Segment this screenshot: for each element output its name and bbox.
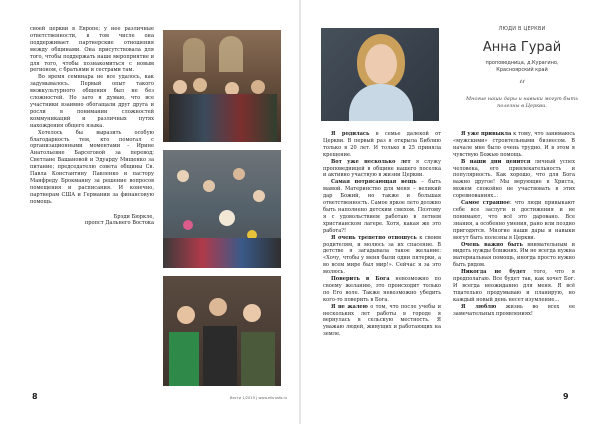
interview-paragraph: Никогда не будет того, что я предполагаю. Все будет так, как хочет Бог. И всегда неожиданно для меня. Я всё тщательно продумываю и планирую, но каждый новый день несет изумление...: [453, 269, 575, 303]
interview-paragraph: В наши дни ценится личный успех человека, его привлекательность и популярность. Как хорошо, что для Бога важно другое! Мы верующие в Христа, можем спокойно не участвовать в этих соревнованиях...: [453, 158, 575, 200]
footer-text: Вести 1/2019 | www.elkrusfo.ru: [230, 396, 288, 400]
person-name: Анна Гурай: [482, 40, 562, 55]
role-line: проповедница, д.Курагино,: [485, 60, 559, 66]
left-paragraph: своей церкви в Европе; у нее различные ответственности, в том числе она поддерживает партнерские отношения между общинами. Она присутствовала для того, чтобы поддержать наше мероприятие и для того, чтобы познакомиться с новым регионом, с братьями и сестрами там.: [30, 26, 154, 74]
interview-paragraph: Очень важно быть внимательным и видеть нужды ближних. Им не всегда нужна материальная помощь, иногда просто нужно быть рядом.: [453, 241, 575, 269]
interview-paragraph: Самое странное: что люди привыкают себе все заслуги и достижения и не понимают, что всё это даровано. Все знания, а особенно умения, рано или поздно пригодятся. Многие наши дары и навыки могут быть полезны в Церкви.: [453, 200, 575, 241]
author-signature: [30, 214, 154, 228]
interview-paragraph: Поверить в Бога невозможно по своему желанию, это происходит только по Его воле. Также невозможно убедить кого-то поверить в Бога.: [323, 276, 442, 303]
interview-paragraph: Я очень трепетно отношусь к своим родителям, и молюсь за их спасение. В детстве я загадывала такое желание: «Хочу, чтобы у меня были одни пятерки, а во всем мире был мир!». Сейчас я за это молюсь.: [323, 234, 441, 276]
interview-paragraph: Я люблю жизнь во всех ее замечательных проявлениях!: [453, 303, 575, 317]
author-name: Брэди Бюркле,: [113, 213, 154, 220]
photo-church-group: [163, 30, 281, 142]
interview-column-a: [323, 131, 441, 338]
left-text-column: [30, 26, 154, 227]
section-kicker: ЛЮДИ В ЦЕРКВИ: [498, 26, 546, 32]
left-paragraph: Хотелось бы выразить особую благодарность тем, кто помогал с организационными моментами – Ирине Анатольевне Барсеговой за перевод; Светлане Вашановой и Эдуарду Мищенко за питание; председателю совета общины Св. Павла Константину Павленко и пастору Манфреду Брокманну за решение вопросов помещения и расписания. И конечно, партнерам США и Германии за финансовую помощь.: [30, 129, 154, 205]
left-page: [0, 0, 299, 424]
interview-paragraph: Я родилась в семье далекой от Церкви. В первый раз я открыла Библию только в 20 лет. И только в 25 приняла крещение.: [323, 131, 441, 158]
interview-paragraph: Я уже привыкла к тому, что занимаюсь «мужскими» строительными бизнесом. В начале мне было очень трудно. И в этом я чувствую Божью помощь.: [453, 131, 575, 158]
photo-people-laughing: [163, 276, 281, 386]
role-line: Красноярский край: [496, 66, 548, 73]
interview-paragraph: Вот уже несколько лет я служу проповедницей в общине нашего поселка и активно участвую в жизни Церкви.: [323, 158, 441, 179]
page-number-left: 8: [32, 392, 38, 401]
page-number-right: 9: [563, 392, 569, 401]
interview-column-b: [453, 131, 575, 317]
interview-paragraph: Самая потрясающая вещь – быть мамой. Материнство для меня – великий дар Божий, но также и большая ответственность. Самое яркое лето должно быть наполнено детским смехом. Поэтому я с удовольствием работаю в летнем христианском лагере. Хотя, какая же это работа?!: [323, 179, 442, 234]
person-role: [447, 60, 597, 73]
right-page: [301, 0, 600, 424]
author-title: пропст Дальнего Востока: [84, 220, 154, 227]
interview-paragraph: Я не жалею о том, что после учебы и нескольких лет работы в городе я вернулась в сельскую местность. Я уважаю людей, живущих и работающих на земле.: [323, 303, 441, 338]
photo-seminar-group: [163, 150, 281, 268]
pull-quote: Многие наши дары и навыки могут быть полезны в Церкви.: [466, 96, 578, 109]
left-paragraph: Во время семинара не все удалось, как задумывалось. Первый опыт такого межкультурного общения был не без сложностей. Но зато я думаю, что все участники взаимно обогащали друг друга и росли в понимании сложностей коммуникаций и различных путях нахождения общего языка.: [30, 74, 154, 129]
portrait-photo: [321, 28, 439, 121]
quote-mark-icon: “: [518, 78, 526, 94]
